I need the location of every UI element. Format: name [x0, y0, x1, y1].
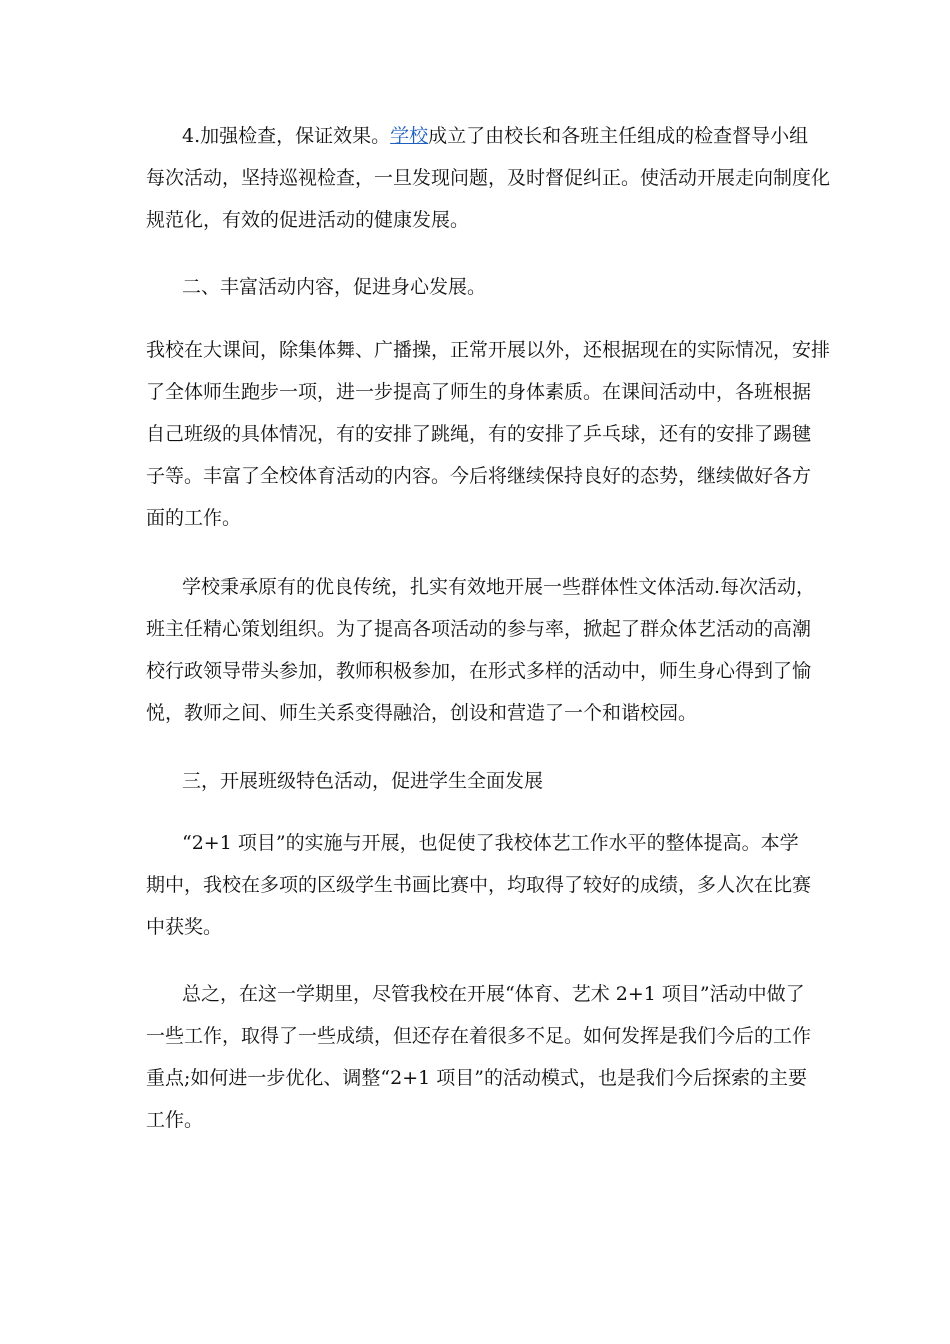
text-span: 成立了由校长和各班主任组成的检查督导小组: [428, 125, 809, 147]
paragraph-line: 班主任精心策划组织。为了提高各项活动的参与率，掀起了群众体艺活动的高潮: [146, 618, 812, 640]
paragraph-line: 中获奖。: [146, 916, 223, 938]
heading-text: 三，开展班级特色活动，促进学生全面发展: [182, 770, 544, 792]
paragraph-line: 了全体师生跑步一项，进一步提高了师生的身体素质。在课间活动中，各班根据: [146, 381, 812, 403]
paragraph-line: 期中，我校在多项的区级学生书画比赛中，均取得了较好的成绩，多人次在比赛: [146, 874, 812, 896]
paragraph-line: “2+1 项目”的实施与开展，也促使了我校体艺工作水平的整体提高。本学: [182, 832, 799, 854]
paragraph-inspection: [146, 115, 831, 241]
section-heading-2: [146, 266, 826, 308]
paragraph-line: 面的工作。: [146, 507, 242, 529]
paragraph-line: 学校秉承原有的优良传统，扎实有效地开展一些群体性文体活动.每次活动，: [182, 576, 816, 598]
section-heading-3: [146, 760, 826, 802]
heading-text: 二、丰富活动内容，促进身心发展。: [182, 276, 487, 298]
paragraph-line: 每次活动，坚持巡视检查，一旦发现问题，及时督促纠正。使活动开展走向制度化: [146, 167, 831, 189]
paragraph-line: 工作。: [146, 1109, 204, 1131]
paragraph-line: 校行政领导带头参加，教师积极参加，在形式多样的活动中，师生身心得到了愉: [146, 660, 812, 682]
paragraph-activities: [146, 329, 831, 539]
paragraph-line: [146, 115, 826, 157]
paragraph-line: 我校在大课间，除集体舞、广播操，正常开展以外，还根据现在的实际情况，安排: [146, 339, 831, 361]
paragraph-project: [146, 822, 826, 948]
paragraph-line: 子等。丰富了全校体育活动的内容。今后将继续保持良好的态势，继续做好各方: [146, 465, 812, 487]
school-link[interactable]: 学校: [390, 125, 429, 147]
paragraph-line: 一些工作，取得了一些成绩，但还存在着很多不足。如何发挥是我们今后的工作: [146, 1025, 812, 1047]
paragraph-line: 规范化，有效的促进活动的健康发展。: [146, 209, 470, 231]
paragraph-line: 悦，教师之间、师生关系变得融洽，创设和营造了一个和谐校园。: [146, 702, 698, 724]
text-span: 4.加强检查，保证效果。: [182, 125, 391, 147]
paragraph-line: 自己班级的具体情况，有的安排了跳绳，有的安排了乒乓球，还有的安排了踢毽: [146, 423, 812, 445]
paragraph-summary: [146, 973, 826, 1141]
paragraph-line: 重点;如何进一步优化、调整“2+1 项目”的活动模式，也是我们今后探索的主要: [146, 1067, 807, 1089]
paragraph-line: 总之，在这一学期里，尽管我校在开展“体育、艺术 2+1 项目”活动中做了: [182, 983, 805, 1005]
paragraph-tradition: [146, 566, 826, 734]
